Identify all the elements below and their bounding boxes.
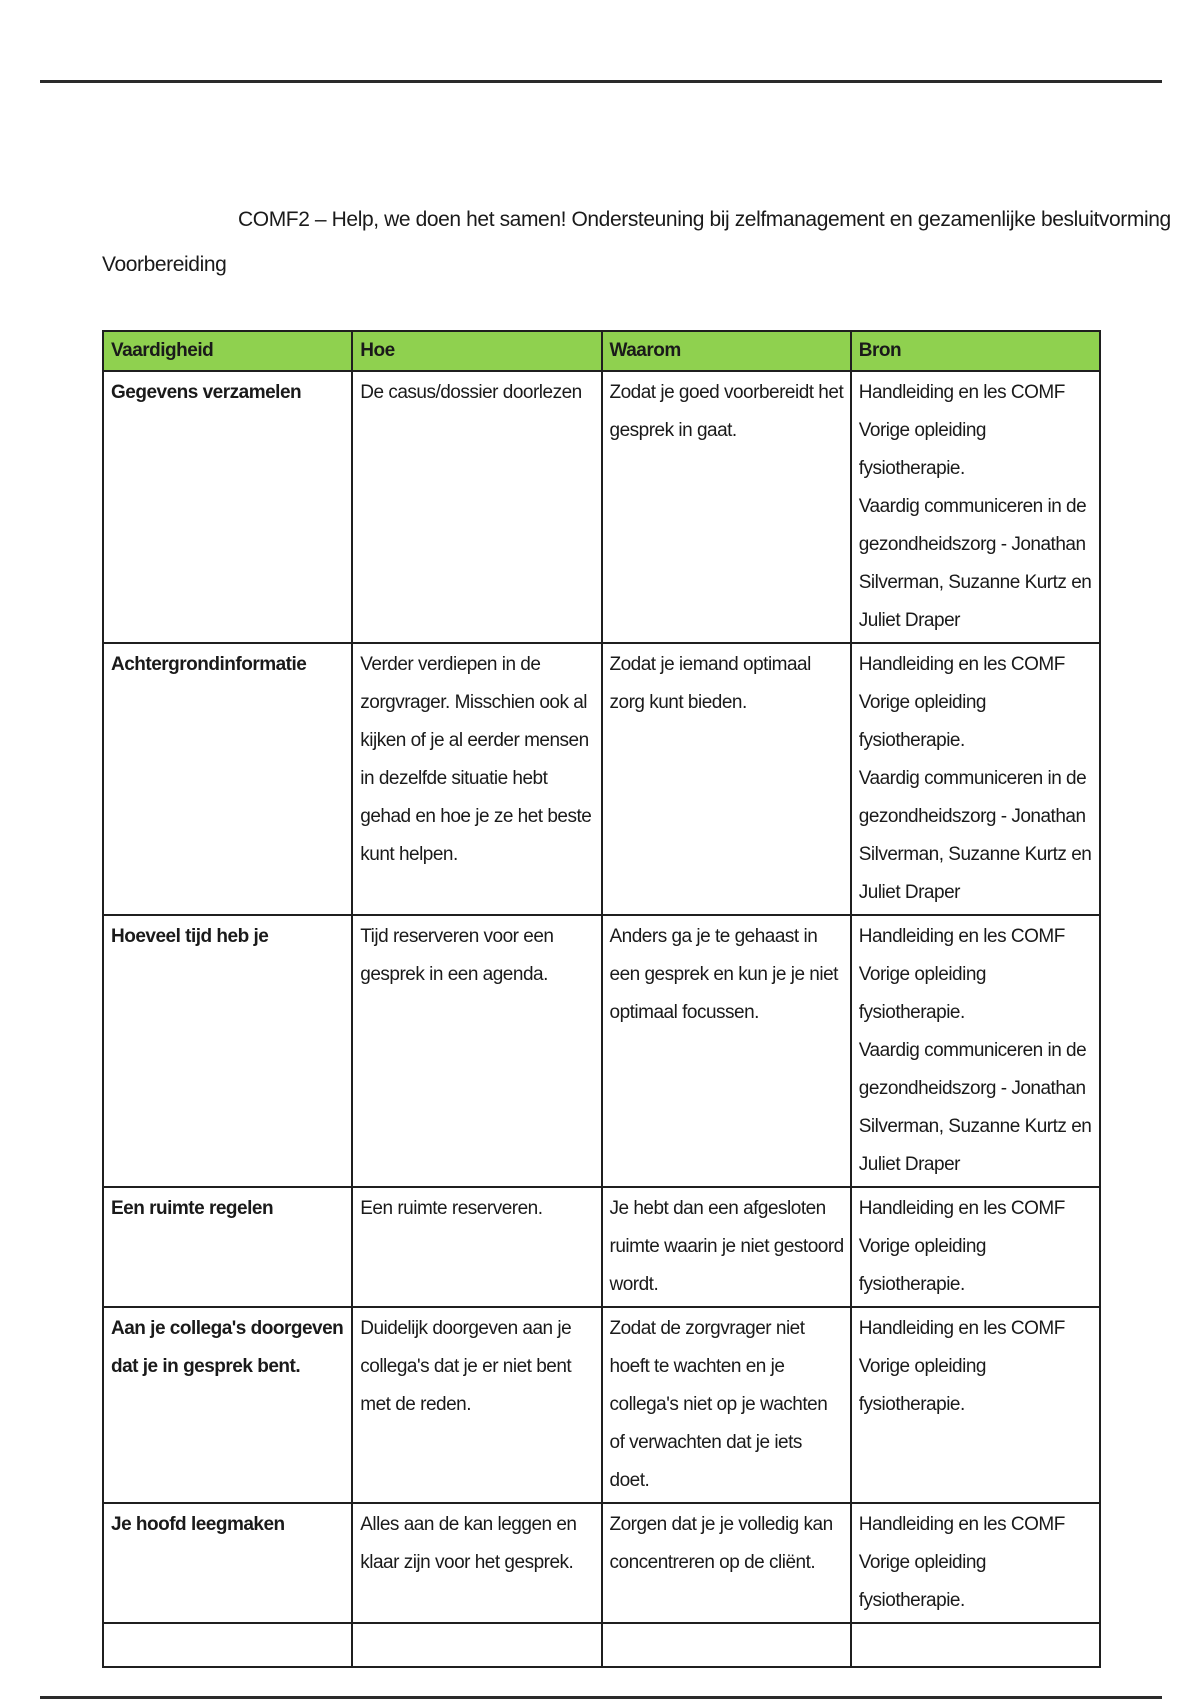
empty-cell xyxy=(352,1623,601,1667)
why-cell: Je hebt dan een afgesloten ruimte waarin je niet gestoord wordt. xyxy=(602,1187,851,1307)
source-line: Handleiding en les COMF xyxy=(858,382,1065,403)
skill-cell: Gegevens verzamelen xyxy=(103,371,352,643)
source-line: Vaardig communiceren in de gezondheidszorg - Jonathan Silverman, Suzanne Kurtz en Juliet Draper xyxy=(858,768,1092,903)
source-line: Handleiding en les COMF xyxy=(858,1318,1065,1339)
source-line: Handleiding en les COMF xyxy=(858,1514,1065,1535)
table-row xyxy=(103,371,1100,643)
table-row xyxy=(103,1187,1100,1307)
header-vaardigheid: Vaardigheid xyxy=(103,331,352,371)
skill-cell: Aan je collega's doorgeven dat je in gesprek bent. xyxy=(103,1307,352,1503)
skill-cell: Je hoofd leegmaken xyxy=(103,1503,352,1623)
source-cell xyxy=(851,1307,1100,1503)
document-title: COMF2 – Help, we doen het samen! Ondersteuning bij zelfmanagement en gezamenlijke besluitvorming xyxy=(238,208,1171,231)
table-row xyxy=(103,1307,1100,1503)
table-row-empty xyxy=(103,1623,1100,1667)
table-row xyxy=(103,643,1100,915)
how-cell: Verder verdiepen in de zorgvrager. Misschien ook al kijken of je al eerder mensen in dezelfde situatie hebt gehad en hoe je ze het beste kunt helpen. xyxy=(352,643,601,915)
how-cell: Alles aan de kan leggen en klaar zijn voor het gesprek. xyxy=(352,1503,601,1623)
source-cell xyxy=(851,643,1100,915)
header-waarom: Waarom xyxy=(602,331,851,371)
source-cell xyxy=(851,371,1100,643)
skills-table xyxy=(102,330,1101,1668)
why-cell: Zodat je iemand optimaal zorg kunt bieden. xyxy=(602,643,851,915)
document-subtitle: Voorbereiding xyxy=(102,253,227,276)
empty-cell xyxy=(851,1623,1100,1667)
why-cell: Zodat de zorgvrager niet hoeft te wachten en je collega's niet op je wachten of verwachten dat je iets doet. xyxy=(602,1307,851,1503)
table-row xyxy=(103,1503,1100,1623)
table-header-row xyxy=(103,331,1100,371)
source-cell xyxy=(851,915,1100,1187)
skill-cell: Achtergrondinformatie xyxy=(103,643,352,915)
source-line: Vorige opleiding fysiotherapie. xyxy=(858,964,986,1023)
how-cell: Duidelijk doorgeven aan je collega's dat je er niet bent met de reden. xyxy=(352,1307,601,1503)
source-line: Handleiding en les COMF xyxy=(858,926,1065,947)
header-hoe: Hoe xyxy=(352,331,601,371)
source-line: Vorige opleiding fysiotherapie. xyxy=(858,1356,986,1415)
source-line: Vorige opleiding fysiotherapie. xyxy=(858,420,986,479)
how-cell: De casus/dossier doorlezen xyxy=(352,371,601,643)
empty-cell xyxy=(103,1623,352,1667)
empty-cell xyxy=(602,1623,851,1667)
table-row xyxy=(103,915,1100,1187)
skill-cell: Hoeveel tijd heb je xyxy=(103,915,352,1187)
why-cell: Zorgen dat je je volledig kan concentreren op de cliënt. xyxy=(602,1503,851,1623)
how-cell: Tijd reserveren voor een gesprek in een agenda. xyxy=(352,915,601,1187)
bottom-rule xyxy=(40,1696,1162,1699)
top-rule xyxy=(40,80,1162,83)
how-cell: Een ruimte reserveren. xyxy=(352,1187,601,1307)
source-line: Vaardig communiceren in de gezondheidszorg - Jonathan Silverman, Suzanne Kurtz en Juliet Draper xyxy=(858,496,1092,631)
header-bron: Bron xyxy=(851,331,1100,371)
source-line: Handleiding en les COMF xyxy=(858,654,1065,675)
why-cell: Anders ga je te gehaast in een gesprek en kun je je niet optimaal focussen. xyxy=(602,915,851,1187)
why-cell: Zodat je goed voorbereidt het gesprek in gaat. xyxy=(602,371,851,643)
source-line: Vaardig communiceren in de gezondheidszorg - Jonathan Silverman, Suzanne Kurtz en Juliet Draper xyxy=(858,1040,1092,1175)
source-cell xyxy=(851,1503,1100,1623)
source-line: Vorige opleiding fysiotherapie. xyxy=(858,1236,986,1295)
source-line: Vorige opleiding fysiotherapie. xyxy=(858,1552,986,1611)
source-cell xyxy=(851,1187,1100,1307)
source-line: Vorige opleiding fysiotherapie. xyxy=(858,692,986,751)
skill-cell: Een ruimte regelen xyxy=(103,1187,352,1307)
source-line: Handleiding en les COMF xyxy=(858,1198,1065,1219)
